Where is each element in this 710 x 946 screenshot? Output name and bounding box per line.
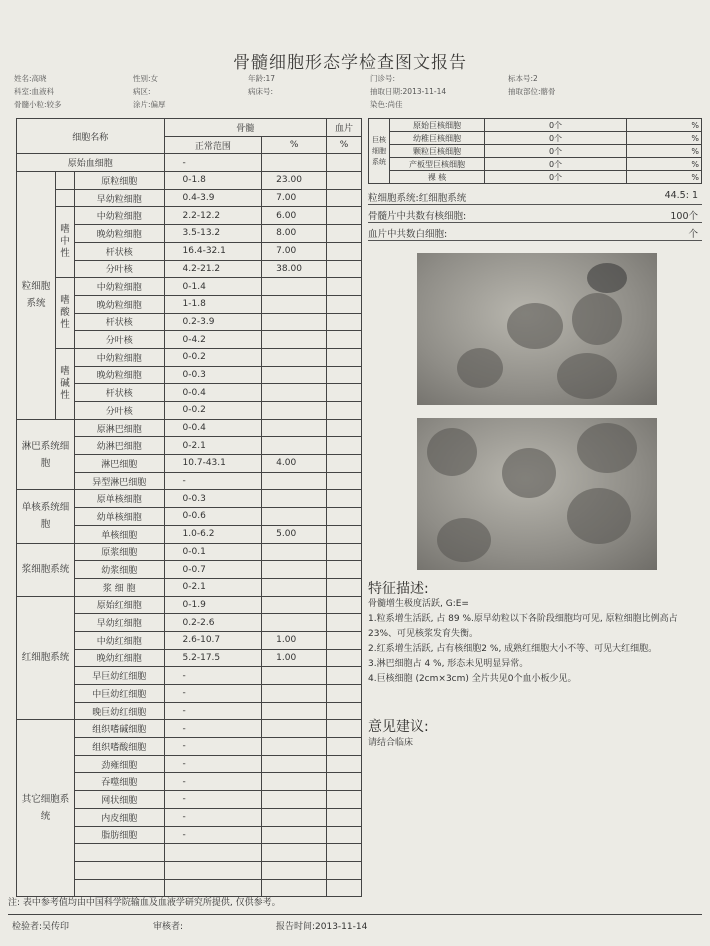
col-normal-range: 正常范围	[164, 136, 262, 154]
feature-line: 1.粒系增生活跃, 占 89 %.原早幼粒以下各阶段细胞均可见, 原粒细胞比例高占23%、可见核浆发育失衡。	[368, 614, 678, 639]
cell-name: 幼淋巴细胞	[75, 437, 165, 455]
bm-percent: 7.00	[262, 242, 327, 260]
cell-name: 组织嗜碱细胞	[75, 720, 165, 738]
feature-line: 骨髓增生极度活跃, G:E=	[368, 599, 469, 609]
bm-percent: 23.00	[262, 172, 327, 190]
mega-group-label: 巨核细胞系统	[369, 119, 390, 184]
cell-name: 分叶核	[75, 331, 165, 349]
cell-count-table	[16, 118, 362, 897]
normal-range	[164, 844, 262, 862]
bm-percent: 6.00	[262, 207, 327, 225]
cell-name: 分叶核	[75, 402, 165, 420]
megakaryocyte-table	[368, 118, 702, 184]
cell-name: 分叶核	[75, 260, 165, 278]
mega-count: 0个	[485, 145, 627, 158]
normal-range: 0-1.4	[164, 278, 262, 296]
blood-percent	[327, 295, 362, 313]
mega-name: 幼稚巨核细胞	[390, 132, 485, 145]
feature-line: 2.红系增生活跃, 占有核细胞2 %, 成熟红细胞大小不等、可见大红细胞。	[368, 644, 658, 654]
normal-range: 5.2-17.5	[164, 649, 262, 667]
mega-count: 0个	[485, 119, 627, 132]
header-field: 涂片:偏厚	[133, 100, 166, 109]
bm-percent	[262, 366, 327, 384]
top-row-label: 原始血细胞	[17, 154, 165, 172]
normal-range: 0-1.8	[164, 172, 262, 190]
bm-percent	[262, 614, 327, 632]
blood-percent	[327, 384, 362, 402]
blood-percent	[327, 685, 362, 703]
blood-percent	[327, 578, 362, 596]
normal-range: 0-0.1	[164, 543, 262, 561]
table-row	[17, 543, 362, 561]
normal-range: 0-0.2	[164, 402, 262, 420]
sub-spacer	[56, 172, 75, 190]
bm-percent: 4.00	[262, 455, 327, 473]
header-field: 年龄:17	[248, 74, 276, 83]
blood-percent	[327, 348, 362, 366]
report-time: 报告时间:2013-11-14	[276, 922, 368, 932]
bm-percent	[262, 384, 327, 402]
col-blood-smear: 血片	[327, 119, 362, 137]
blood-percent	[327, 490, 362, 508]
mega-name: 原始巨核细胞	[390, 119, 485, 132]
blood-percent	[327, 331, 362, 349]
normal-range: -	[164, 720, 262, 738]
cell-name: 原粒细胞	[75, 172, 165, 190]
mega-count: 0个	[485, 171, 627, 184]
table-row	[17, 720, 362, 738]
normal-range: 0.4-3.9	[164, 189, 262, 207]
table-row	[17, 419, 362, 437]
normal-range: 0-0.3	[164, 366, 262, 384]
blood-percent	[327, 879, 362, 897]
cell-name: 幼单核细胞	[75, 508, 165, 526]
ratio-label: 粒细胞系统:红细胞系统	[368, 193, 467, 204]
cell-name: 原始红细胞	[75, 596, 165, 614]
cell-name: 中幼粒细胞	[75, 207, 165, 225]
count-value: 100个	[670, 211, 698, 222]
blood-percent	[327, 172, 362, 190]
bm-percent	[262, 755, 327, 773]
blood-percent	[327, 826, 362, 844]
mega-unit: %	[627, 158, 702, 171]
bm-percent	[262, 702, 327, 720]
blood-percent	[327, 543, 362, 561]
normal-range: 0-2.1	[164, 437, 262, 455]
cell-name: 异型淋巴细胞	[75, 472, 165, 490]
blood-percent	[327, 861, 362, 879]
header-field: 性别:女	[133, 74, 159, 83]
mega-unit: %	[627, 171, 702, 184]
cell-name: 内皮细胞	[75, 808, 165, 826]
bm-percent	[262, 348, 327, 366]
mega-unit: %	[627, 119, 702, 132]
normal-range: 0-0.4	[164, 384, 262, 402]
normal-range: -	[164, 773, 262, 791]
cell-name: 中巨幼红细胞	[75, 685, 165, 703]
bm-percent: 5.00	[262, 525, 327, 543]
bm-percent	[262, 313, 327, 331]
ratio-value: 44.5: 1	[664, 190, 698, 201]
inspector: 检验者:吴传印	[12, 922, 70, 932]
group-label: 粒细胞系统	[17, 172, 56, 420]
micrograph-2	[417, 418, 657, 570]
normal-range: -	[164, 791, 262, 809]
bm-percent	[262, 844, 327, 862]
table-row	[17, 189, 362, 207]
group-label: 其它细胞系统	[17, 720, 75, 897]
header-field: 科室:血液科	[14, 87, 55, 96]
cell-name: 杆状核	[75, 313, 165, 331]
bm-percent: 1.00	[262, 649, 327, 667]
normal-range: 4.2-21.2	[164, 260, 262, 278]
count-line	[368, 208, 702, 223]
bm-percent: 8.00	[262, 225, 327, 243]
mega-name: 颗粒巨核细胞	[390, 145, 485, 158]
cell-name: 晚巨幼红细胞	[75, 702, 165, 720]
col-percent: %	[262, 136, 327, 154]
cell-name: 原单核细胞	[75, 490, 165, 508]
mega-count: 0个	[485, 132, 627, 145]
bm-percent	[262, 561, 327, 579]
blood-percent	[327, 720, 362, 738]
blood-percent	[327, 791, 362, 809]
feature-line: 3.淋巴细胞占 4 %, 形态未见明显异常。	[368, 659, 529, 669]
cell-name	[75, 844, 165, 862]
top-row-range: -	[164, 154, 262, 172]
bm-percent	[262, 331, 327, 349]
cell-name: 组织嗜酸细胞	[75, 738, 165, 756]
cell-name: 中幼粒细胞	[75, 348, 165, 366]
cell-name: 中幼红细胞	[75, 631, 165, 649]
bm-percent	[262, 508, 327, 526]
bm-percent	[262, 419, 327, 437]
normal-range: 1.0-6.2	[164, 525, 262, 543]
blood-percent	[327, 508, 362, 526]
cell-name: 劲雍细胞	[75, 755, 165, 773]
blood-value: 个	[688, 229, 698, 240]
bm-percent: 7.00	[262, 189, 327, 207]
cell-name: 吞噬细胞	[75, 773, 165, 791]
group-label: 单核系统细胞	[17, 490, 75, 543]
col-bone-marrow: 骨髓	[164, 119, 327, 137]
cell-name: 浆 细 胞	[75, 578, 165, 596]
cell-name: 杆状核	[75, 242, 165, 260]
blood-percent	[327, 755, 362, 773]
cell-name	[75, 861, 165, 879]
blood-percent	[327, 455, 362, 473]
header-field: 病区:	[133, 87, 151, 96]
bm-percent	[262, 667, 327, 685]
normal-range: 2.2-12.2	[164, 207, 262, 225]
cell-name: 网状细胞	[75, 791, 165, 809]
normal-range: -	[164, 755, 262, 773]
header-field: 染色:尚佳	[370, 100, 403, 109]
normal-range: 0-0.2	[164, 348, 262, 366]
normal-range: -	[164, 808, 262, 826]
bm-percent	[262, 720, 327, 738]
normal-range: 0-2.1	[164, 578, 262, 596]
blood-percent	[327, 419, 362, 437]
blood-percent	[327, 242, 362, 260]
mega-row	[369, 171, 702, 184]
cell-name: 原浆细胞	[75, 543, 165, 561]
cell-name: 杆状核	[75, 384, 165, 402]
advice-text: 请结合临床	[368, 738, 414, 748]
bm-percent	[262, 578, 327, 596]
cell-name: 原淋巴细胞	[75, 419, 165, 437]
reviewer: 审核者:	[153, 922, 184, 932]
blood-line	[368, 226, 702, 241]
table-row	[17, 207, 362, 225]
bm-percent	[262, 295, 327, 313]
table-row	[17, 596, 362, 614]
blood-percent	[327, 278, 362, 296]
subgroup-label: 嗜中性	[56, 207, 75, 278]
cell-name: 晚幼红细胞	[75, 649, 165, 667]
header-field: 标本号:2	[508, 74, 538, 83]
normal-range: -	[164, 472, 262, 490]
feature-line: 4.巨核细胞 (2cm×3cm) 全片共见0个血小板少见。	[368, 674, 577, 684]
blood-percent	[327, 225, 362, 243]
bm-percent	[262, 808, 327, 826]
bm-percent	[262, 472, 327, 490]
header-field: 抽取日期:2013-11-14	[370, 87, 447, 96]
top-row-blood	[327, 154, 362, 172]
mega-count: 0个	[485, 158, 627, 171]
normal-range	[164, 861, 262, 879]
subgroup-label: 嗜酸性	[56, 278, 75, 349]
features-text	[368, 597, 698, 687]
col-blood-percent: %	[327, 136, 362, 154]
normal-range: -	[164, 738, 262, 756]
blood-percent	[327, 667, 362, 685]
normal-range: -	[164, 667, 262, 685]
cell-name: 单核细胞	[75, 525, 165, 543]
normal-range: 10.7-43.1	[164, 455, 262, 473]
col-cell-name: 细胞名称	[17, 119, 165, 154]
cell-name: 幼浆细胞	[75, 561, 165, 579]
bm-percent	[262, 437, 327, 455]
blood-percent	[327, 207, 362, 225]
bm-percent	[262, 596, 327, 614]
table-row	[17, 172, 362, 190]
mega-row	[369, 132, 702, 145]
normal-range: 0.2-3.9	[164, 313, 262, 331]
blood-percent	[327, 260, 362, 278]
mega-unit: %	[627, 145, 702, 158]
features-title: 特征描述:	[368, 581, 429, 597]
report-footer	[8, 914, 702, 933]
mega-name: 裸 核	[390, 171, 485, 184]
blood-percent	[327, 189, 362, 207]
report-title: 骨髓细胞形态学检查图文报告	[233, 53, 467, 73]
normal-range: 0-4.2	[164, 331, 262, 349]
blood-percent	[327, 631, 362, 649]
header-field: 抽取部位:髂骨	[508, 87, 556, 96]
normal-range: 2.6-10.7	[164, 631, 262, 649]
mega-row	[369, 119, 702, 132]
cell-name: 早巨幼红细胞	[75, 667, 165, 685]
cell-name: 晚幼粒细胞	[75, 225, 165, 243]
normal-range: 0-0.6	[164, 508, 262, 526]
blood-percent	[327, 313, 362, 331]
bm-percent	[262, 543, 327, 561]
ratio-line	[368, 190, 702, 205]
normal-range: 0-1.9	[164, 596, 262, 614]
cell-name: 早幼粒细胞	[75, 189, 165, 207]
blood-percent	[327, 614, 362, 632]
subgroup-label: 嗜碱性	[56, 348, 75, 419]
header-field: 骨髓小粒:较多	[14, 100, 62, 109]
blood-percent	[327, 702, 362, 720]
normal-range: -	[164, 826, 262, 844]
table-row	[17, 278, 362, 296]
bm-percent: 38.00	[262, 260, 327, 278]
group-label: 淋巴系统细胞	[17, 419, 75, 490]
blood-percent	[327, 472, 362, 490]
bm-percent	[262, 861, 327, 879]
group-label: 红细胞系统	[17, 596, 75, 720]
table-row	[17, 490, 362, 508]
normal-range: -	[164, 685, 262, 703]
normal-range: 0.2-2.6	[164, 614, 262, 632]
table-row	[17, 348, 362, 366]
header-field: 姓名:高晓	[14, 74, 47, 83]
bm-percent	[262, 490, 327, 508]
normal-range: -	[164, 702, 262, 720]
blood-percent	[327, 844, 362, 862]
blood-percent	[327, 561, 362, 579]
blood-percent	[327, 525, 362, 543]
bm-percent	[262, 791, 327, 809]
bm-percent: 1.00	[262, 631, 327, 649]
cell-name: 晚幼粒细胞	[75, 295, 165, 313]
bm-percent	[262, 826, 327, 844]
cell-name: 淋巴细胞	[75, 455, 165, 473]
mega-row	[369, 158, 702, 171]
normal-range: 16.4-32.1	[164, 242, 262, 260]
advice-title: 意见建议:	[368, 719, 429, 735]
bm-percent	[262, 278, 327, 296]
mega-unit: %	[627, 132, 702, 145]
normal-range: 0-0.7	[164, 561, 262, 579]
normal-range: 1-1.8	[164, 295, 262, 313]
count-label: 骨髓片中共数有核细胞:	[368, 211, 467, 222]
blood-percent	[327, 773, 362, 791]
blood-percent	[327, 402, 362, 420]
normal-range: 0-0.4	[164, 419, 262, 437]
micrograph-1	[417, 253, 657, 405]
blood-percent	[327, 738, 362, 756]
normal-range: 0-0.3	[164, 490, 262, 508]
mega-row	[369, 145, 702, 158]
blood-percent	[327, 596, 362, 614]
bm-percent	[262, 738, 327, 756]
bm-percent	[262, 402, 327, 420]
blood-percent	[327, 808, 362, 826]
mega-name: 产板型巨核细胞	[390, 158, 485, 171]
cell-name: 早幼红细胞	[75, 614, 165, 632]
header-field: 病床号:	[248, 87, 274, 96]
footnote: 注: 表中参考值均由中国科学院输血及血液学研究所提供, 仅供参考。	[8, 898, 281, 908]
header-field: 门诊号:	[370, 74, 396, 83]
blood-label: 血片中共数白细胞:	[368, 229, 448, 240]
bm-percent	[262, 685, 327, 703]
sub-spacer	[56, 189, 75, 207]
cell-name: 中幼粒细胞	[75, 278, 165, 296]
blood-percent	[327, 649, 362, 667]
group-label: 浆细胞系统	[17, 543, 75, 596]
blood-percent	[327, 437, 362, 455]
cell-name: 晚幼粒细胞	[75, 366, 165, 384]
cell-name: 脂肪细胞	[75, 826, 165, 844]
bm-percent	[262, 773, 327, 791]
top-row-value	[262, 154, 327, 172]
blood-percent	[327, 366, 362, 384]
normal-range: 3.5-13.2	[164, 225, 262, 243]
